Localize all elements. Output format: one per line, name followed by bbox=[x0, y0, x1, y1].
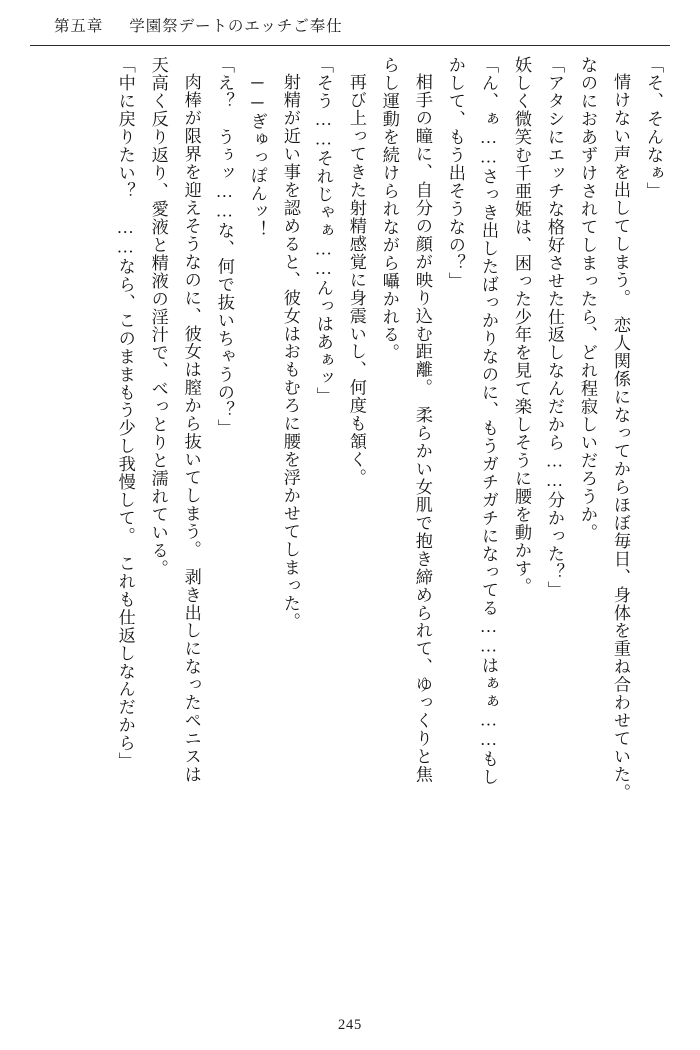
paragraph: らし運動を続けられながら囁かれる。 bbox=[379, 56, 399, 362]
paragraph: 情けない声を出してしまう。 恋人関係になってからほぼ毎日、身体を重ね合わせていた。 bbox=[610, 73, 630, 802]
page-number: 245 bbox=[338, 1016, 362, 1033]
page-footer bbox=[26, 1010, 674, 1040]
paragraph: 射精が近い事を認めると、彼女はおもむろに腰を浮かせてしまった。 bbox=[280, 73, 300, 631]
running-header bbox=[26, 14, 674, 40]
paragraph: 肉棒が限界を迎えそうなのに、彼女は膣から抜いてしまう。 剥き出しになったペニスは bbox=[181, 73, 201, 784]
paragraph: ──ぎゅっぽんッ！ bbox=[247, 73, 267, 239]
paragraph: 「そう……それじゃぁ……んっはあぁッ」 bbox=[313, 56, 333, 405]
paragraph: 「え？ うぅッ……な、何で抜いちゃうの？」 bbox=[214, 56, 234, 438]
chapter-number: 第五章 bbox=[54, 18, 104, 35]
paragraph: 「アタシにエッチな格好させた仕返しなんだから……分かった？」 bbox=[544, 56, 564, 599]
page-body bbox=[26, 56, 674, 1006]
paragraph: かして、もう出そうなの？」 bbox=[445, 56, 465, 290]
vertical-text-block bbox=[30, 56, 670, 1006]
paragraph: 相手の瞳に、自分の顔が映り込む距離。 柔らかい女肌で抱き締められて、ゆっくりと焦 bbox=[412, 73, 432, 784]
header-divider bbox=[30, 45, 670, 46]
paragraph: 「中に戻りたい？ ……なら、このままもう少し我慢して。 これも仕返しなんだから」 bbox=[115, 56, 135, 770]
paragraph: 「そ、そんなぁ」 bbox=[644, 56, 663, 200]
paragraph: 妖しく微笑む千亜姫は、困った少年を見て楽しそうに腰を動かす。 bbox=[511, 56, 531, 596]
paragraph: 「ん、ぁ……さっき出したばっかりなのに、もうガチガチになってる……はぁぁ……もし bbox=[478, 56, 498, 786]
chapter-title: 学園祭デートのエッチご奉仕 bbox=[129, 18, 343, 35]
paragraph: 再び上ってきた射精感覚に身震いし、何度も頷く。 bbox=[346, 73, 366, 487]
paragraph: 天高く反り返り、愛液と精液の淫汁で、べっとりと濡れている。 bbox=[148, 56, 168, 578]
paragraph: なのにおあずけされてしまったら、どれ程寂しいだろうか。 bbox=[577, 56, 597, 542]
